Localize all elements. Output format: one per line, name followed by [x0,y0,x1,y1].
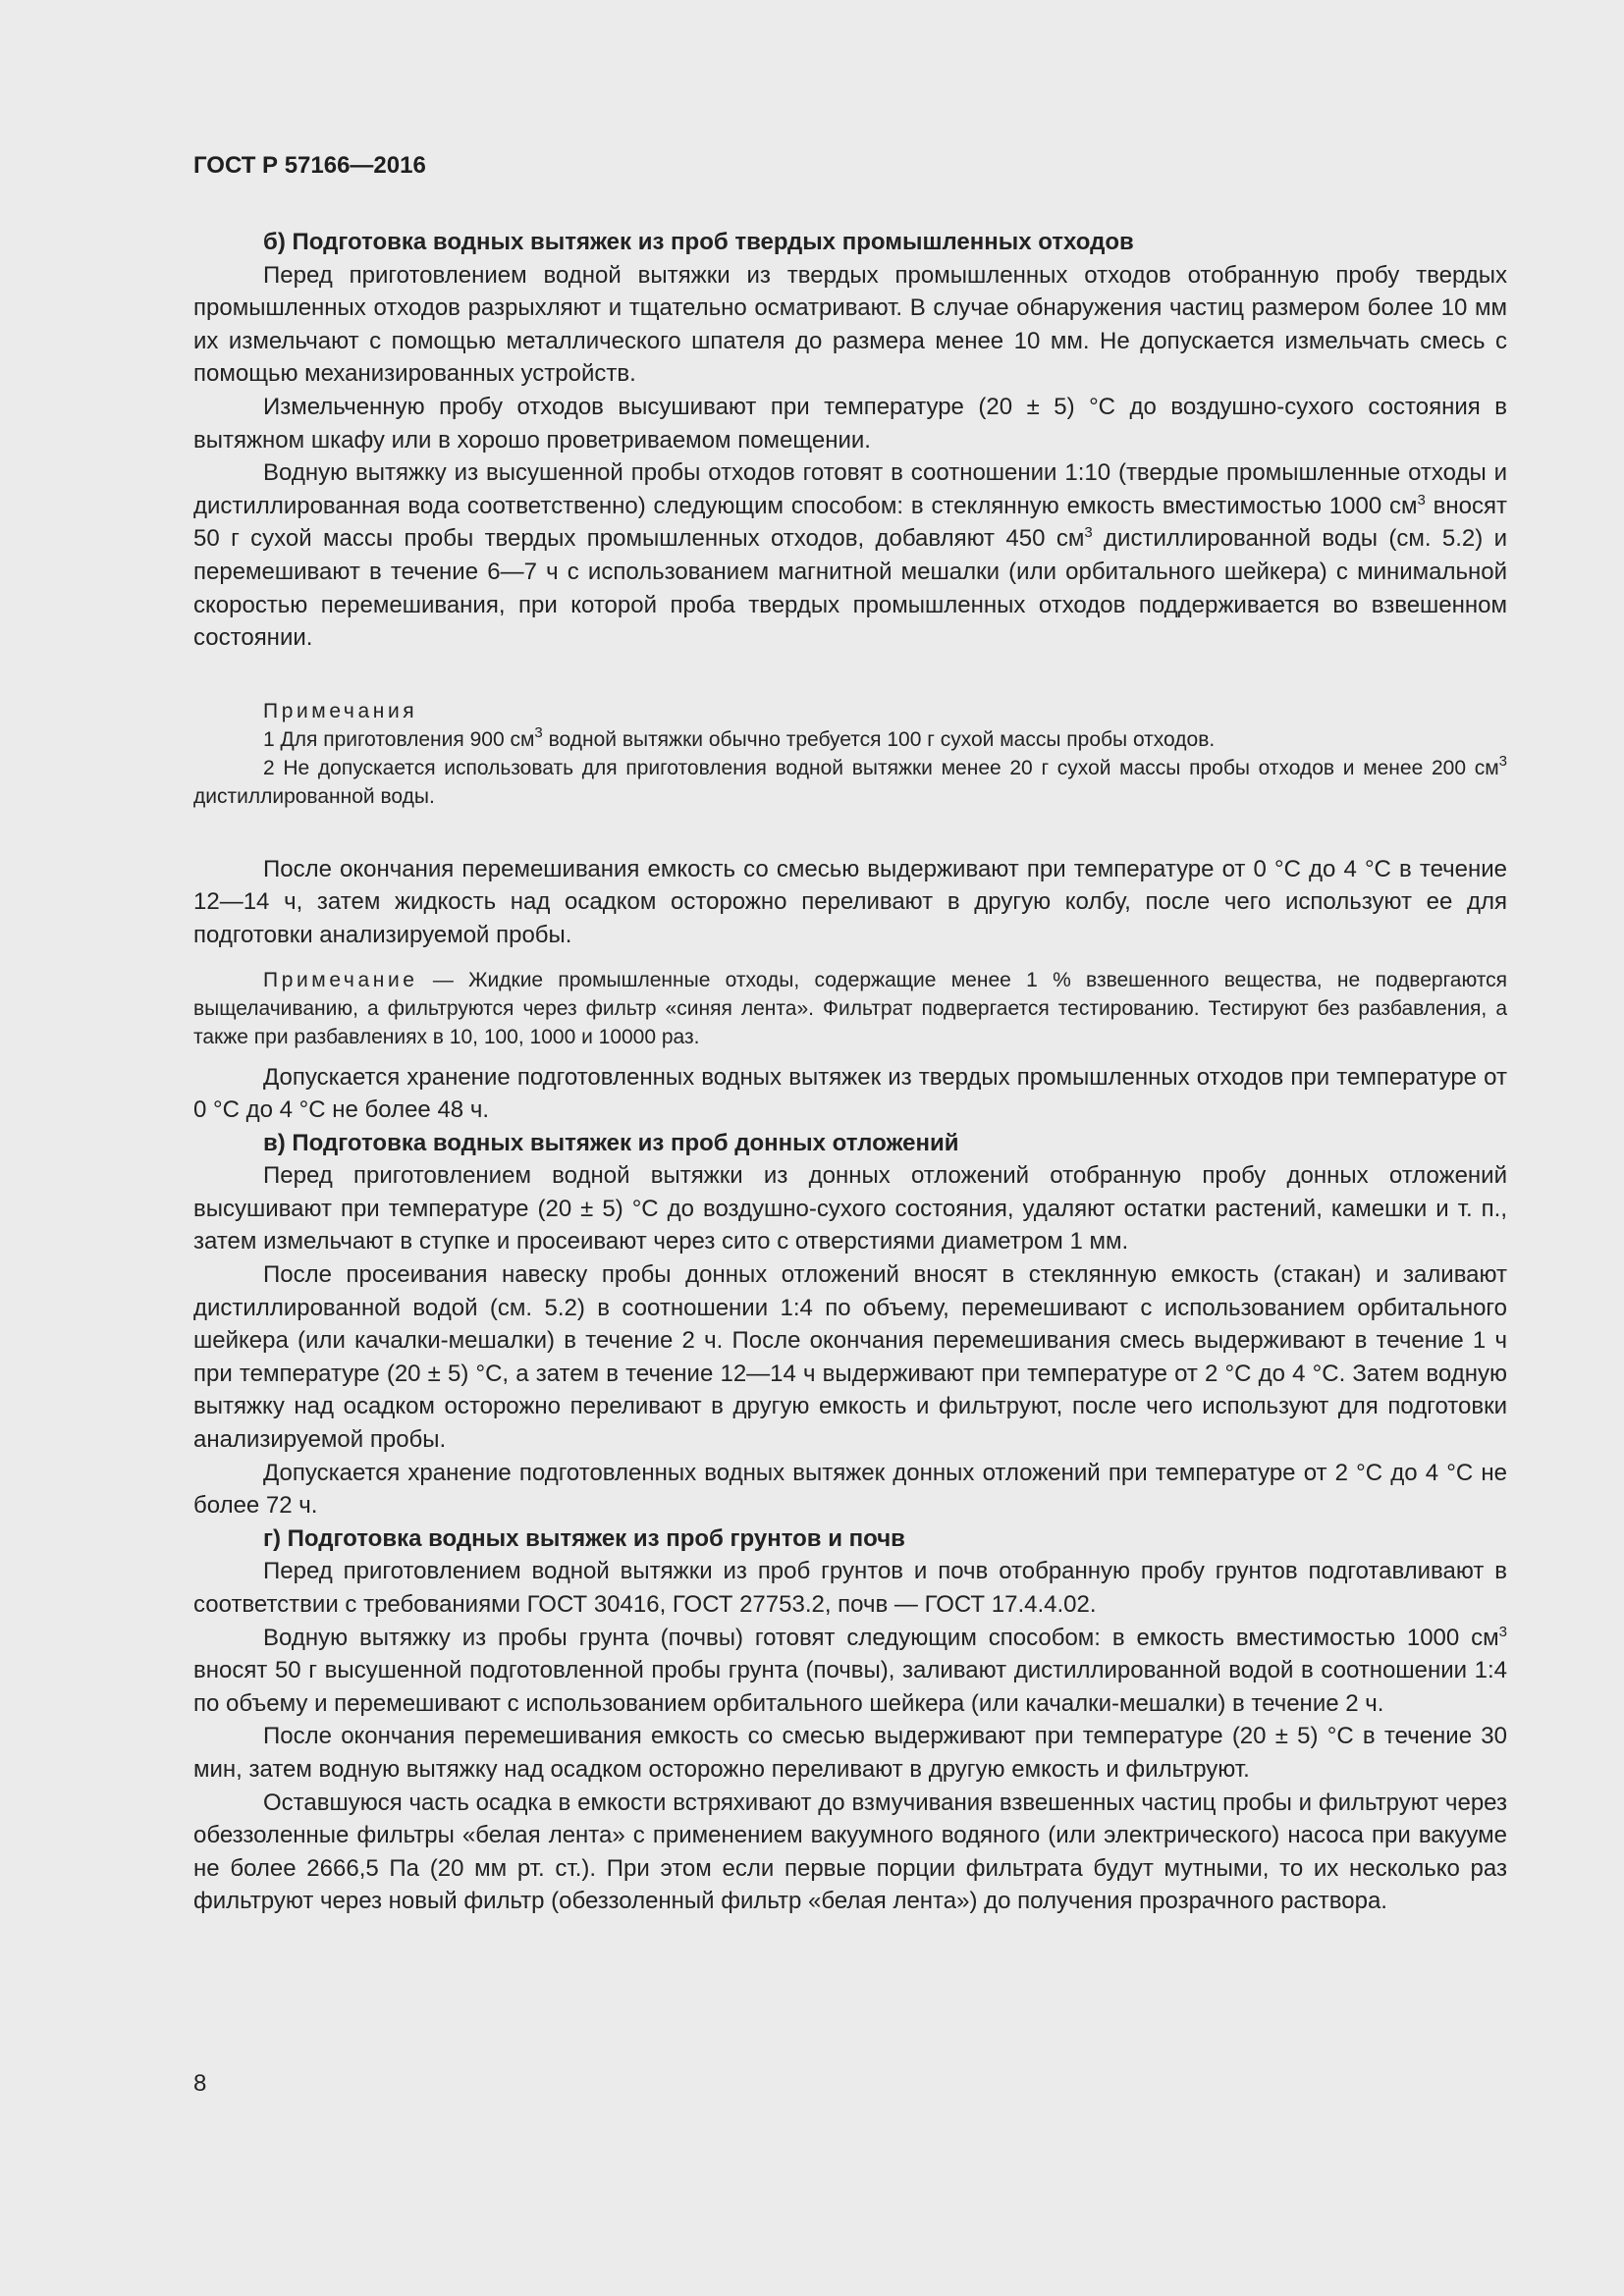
paragraph [193,456,1507,655]
text-run: Водную вытяжку из пробы грунта (почвы) готовят следующим способом: в емкость вместимостью 1000 см [263,1624,1499,1651]
section-heading-g: г) Подготовка водных вытяжек из проб грунтов и почв [263,1524,905,1552]
paragraph: После просеивания навеску пробы донных отложений вносят в стеклянную емкость (стакан) и заливают дистиллированной водой (см. 5.2) в соотношении 1:4 по объему, перемешивают с использованием орбитального шейкера (или качалки-мешалки) в течение 2 ч. После окончания перемешивания смесь выдерживают в течение 1 ч при температуре (20 ± 5) °С, а затем в течение 12—14 ч выдерживают при температуре от 2 °С до 4 °С. Затем водную вытяжку над осадком осторожно переливают в другую емкость и фильтруют, после чего используют для подготовки анализируемой пробы. [193,1261,1507,1454]
superscript: 3 [1417,491,1426,508]
paragraph: Оставшуюся часть осадка в емкости встряхивают до взмучивания взвешенных частиц пробы и фильтруют через обеззоленные фильтры «белая лента» с применением вакуумного водяного (или электрического) насоса при вакууме не более 2666,5 Па (20 мм рт. ст.). При этом если первые порции фильтрата будут мутными, то их несколько раз фильтруют через новый фильтр (обеззоленный фильтр «белая лента») до получения прозрачного раствора. [193,1789,1507,1915]
note-label: Примечание [263,968,418,991]
page-number: 8 [193,2070,207,2097]
note-text: — Жидкие промышленные отходы, содержащие менее 1 % взвешенного вещества, не подвергаются выщелачиванию, а фильтруются через фильтр «синяя лента». Фильтрат подвергается тестированию. Тестируют без разбавления, а также при разбавлениях в 10, 100, 1000 и 10000 раз. [193,968,1507,1048]
text-run: 1 Для приготовления 900 см [263,727,535,751]
superscript: 3 [1498,1623,1507,1640]
notes-block [193,697,1507,811]
paragraph: После окончания перемешивания емкость со смесью выдерживают при температуре (20 ± 5) °С в течение 30 мин, затем водную вытяжку над осадком осторожно переливают в другую емкость и фильтруют. [193,1723,1507,1783]
note-item [193,725,1507,754]
text-run: водной вытяжки обычно требуется 100 г сухой массы пробы отходов. [542,727,1216,751]
document-body [193,226,1507,1918]
text-run: вносят 50 г высушенной подготовленной пробы грунта (почвы), заливают дистиллированной водой в соотношении 1:4 по объему и перемешивают с использованием орбитального шейкера (или качалки-мешалки) в течение 2 ч. [193,1657,1507,1717]
section-heading-v: в) Подготовка водных вытяжек из проб донных отложений [263,1129,959,1156]
superscript: 3 [1498,752,1507,770]
paragraph: Измельченную пробу отходов высушивают при температуре (20 ± 5) °С до воздушно-сухого состояния в вытяжном шкафу или в хорошо проветриваемом помещении. [193,393,1507,454]
paragraph: Допускается хранение подготовленных водных вытяжек донных отложений при температуре от 2 °С до 4 °С не более 72 ч. [193,1459,1507,1520]
document-header: ГОСТ Р 57166—2016 [193,152,426,179]
paragraph: После окончания перемешивания емкость со смесью выдерживают при температуре от 0 °С до 4 °С в течение 12—14 ч, затем жидкость над осадком осторожно переливают в другую колбу, после чего используют ее для подготовки анализируемой пробы. [193,855,1507,948]
text-run: дистиллированной воды (см. 5.2) и перемешивают в течение 6—7 ч с использованием магнитной мешалки (или орбитального шейкера) с минимальной скоростью перемешивания, при которой проба твердых промышленных отходов поддерживается во взвешенном состоянии. [193,525,1508,652]
text-run: 2 Не допускается использовать для приготовления водной вытяжки менее 20 г сухой массы пробы отходов и менее 200 см [263,756,1499,779]
section-heading-b: б) Подготовка водных вытяжек из проб твердых промышленных отходов [263,229,1134,255]
paragraph: Перед приготовлением водной вытяжки из твердых промышленных отходов отобранную пробу твердых промышленных отходов разрыхляют и тщательно осматривают. В случае обнаружения частиц размером более 10 мм их измельчают с помощью металлического шпателя до размера менее 10 мм. Не допускается измельчать смесь с помощью механизированных устройств. [193,261,1507,388]
paragraph: Перед приготовлением водной вытяжки из донных отложений отобранную пробу донных отложений высушивают при температуре (20 ± 5) °С до воздушно-сухого состояния, удаляют остатки растений, камешки и т. п., затем измельчают в ступке и просеивают через сито с отверстиями диаметром 1 мм. [193,1162,1507,1255]
note-item [193,966,1507,1051]
note-item [193,754,1507,811]
paragraph: Перед приготовлением водной вытяжки из проб грунтов и почв отобранную пробу грунтов подготавливают в соответствии с требованиями ГОСТ 30416, ГОСТ 27753.2, почв — ГОСТ 17.4.4.02. [193,1558,1507,1618]
text-run: дистиллированной воды. [193,784,435,808]
paragraph [193,1622,1507,1721]
notes-title: Примечания [263,699,418,722]
text-run: вносят 50 г сухой массы пробы твердых промышленных отходов, добавляют 450 см [193,492,1507,553]
text-run: Водную вытяжку из высушенной пробы отходов готовят в соотношении 1:10 (твердые промышленные отходы и дистиллированная вода соответственно) следующим способом: в стеклянную емкость вместимостью 1000 см [193,459,1507,519]
paragraph: Допускается хранение подготовленных водных вытяжек из твердых промышленных отходов при температуре от 0 °С до 4 °С не более 48 ч. [193,1063,1507,1124]
superscript: 3 [1084,524,1093,542]
superscript: 3 [534,723,543,741]
